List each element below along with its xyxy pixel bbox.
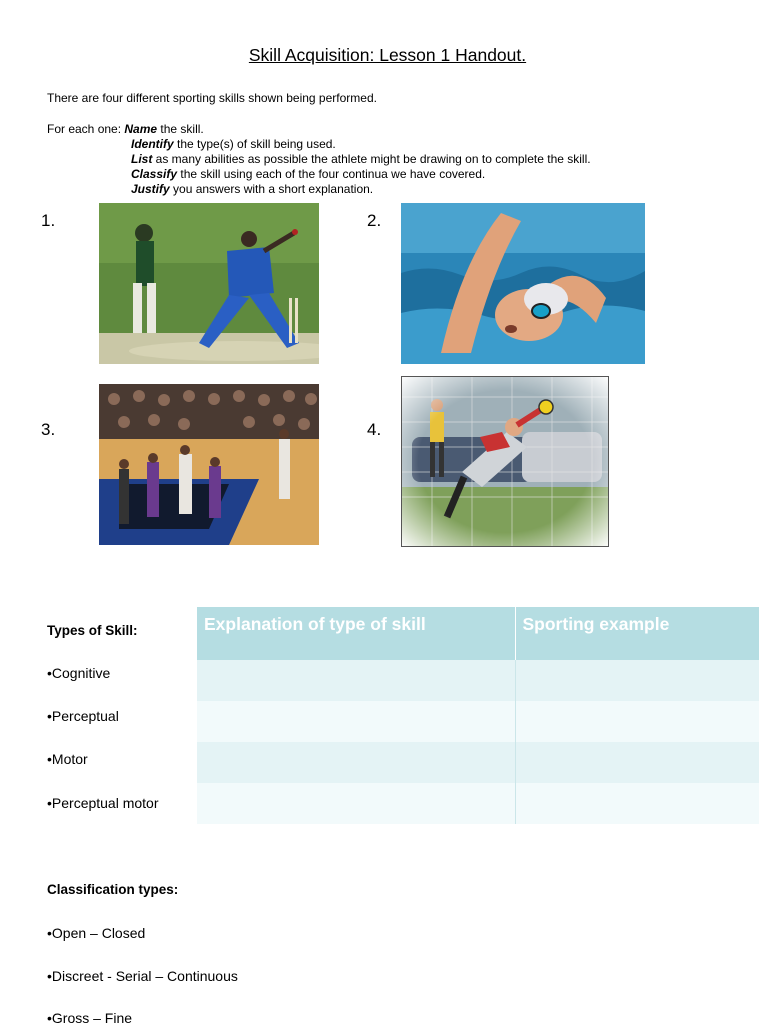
table-header-sporting-example: Sporting example [515, 607, 759, 660]
table-header-row [197, 607, 759, 660]
swimmer-photo [401, 203, 645, 364]
classification-item: •Open – Closed [47, 925, 146, 941]
instruction-verb-identify: Identify [131, 137, 174, 151]
classification-heading: Classification types: [47, 882, 179, 897]
cricket-photo [99, 203, 319, 364]
table-cell[interactable] [515, 783, 759, 824]
instruction-text-list: as many abilities as possible the athlete might be drawing on to complete the skill. [152, 152, 591, 166]
instruction-verb-list: List [131, 152, 153, 166]
table-row [197, 742, 759, 783]
instruction-list [131, 152, 591, 166]
instruction-text-classify: the skill using each of the four continua we have covered. [177, 167, 486, 181]
basketball-photo [99, 384, 319, 545]
skill-type-item: •Perceptual motor [47, 795, 159, 811]
classification-item: •Gross – Fine [47, 1010, 133, 1026]
intro-text: There are four different sporting skills shown being performed. [47, 91, 377, 105]
for-each-prefix: For each one: [47, 122, 122, 136]
table-cell[interactable] [515, 660, 759, 701]
table-cell[interactable] [515, 742, 759, 783]
for-each-label [47, 122, 204, 136]
skill-type-item: •Cognitive [47, 665, 111, 681]
instruction-text-justify: you answers with a short explanation. [169, 182, 374, 196]
instruction-text-identify: the type(s) of skill being used. [173, 137, 336, 151]
table-row [197, 660, 759, 701]
types-of-skill-heading: Types of Skill: [47, 623, 138, 638]
table-header-explanation: Explanation of type of skill [197, 607, 515, 660]
photo-number-3: 3. [41, 420, 56, 439]
instruction-verb-name: Name [124, 122, 158, 136]
table-row [197, 783, 759, 824]
table-cell[interactable] [197, 660, 515, 701]
skill-type-item: •Perceptual [47, 708, 119, 724]
handout-title: Skill Acquisition: Lesson 1 Handout. [248, 45, 527, 65]
instruction-identify [131, 137, 336, 151]
photo-number-4: 4. [367, 420, 382, 439]
classification-item: •Discreet - Serial – Continuous [47, 968, 238, 984]
table-cell[interactable] [515, 701, 759, 742]
instruction-justify [131, 182, 373, 196]
table-cell[interactable] [197, 742, 515, 783]
skill-type-item: •Motor [47, 751, 88, 767]
instruction-text-name: the skill. [157, 122, 204, 136]
table-cell[interactable] [197, 783, 515, 824]
photo-number-2: 2. [367, 211, 382, 230]
table-row [197, 701, 759, 742]
photo-number-1: 1. [41, 211, 56, 230]
instruction-verb-classify: Classify [131, 167, 178, 181]
instruction-verb-justify: Justify [131, 182, 170, 196]
skills-table [197, 607, 759, 824]
goalkeeper-photo [401, 376, 609, 547]
table-cell[interactable] [197, 701, 515, 742]
instruction-classify [131, 167, 485, 181]
